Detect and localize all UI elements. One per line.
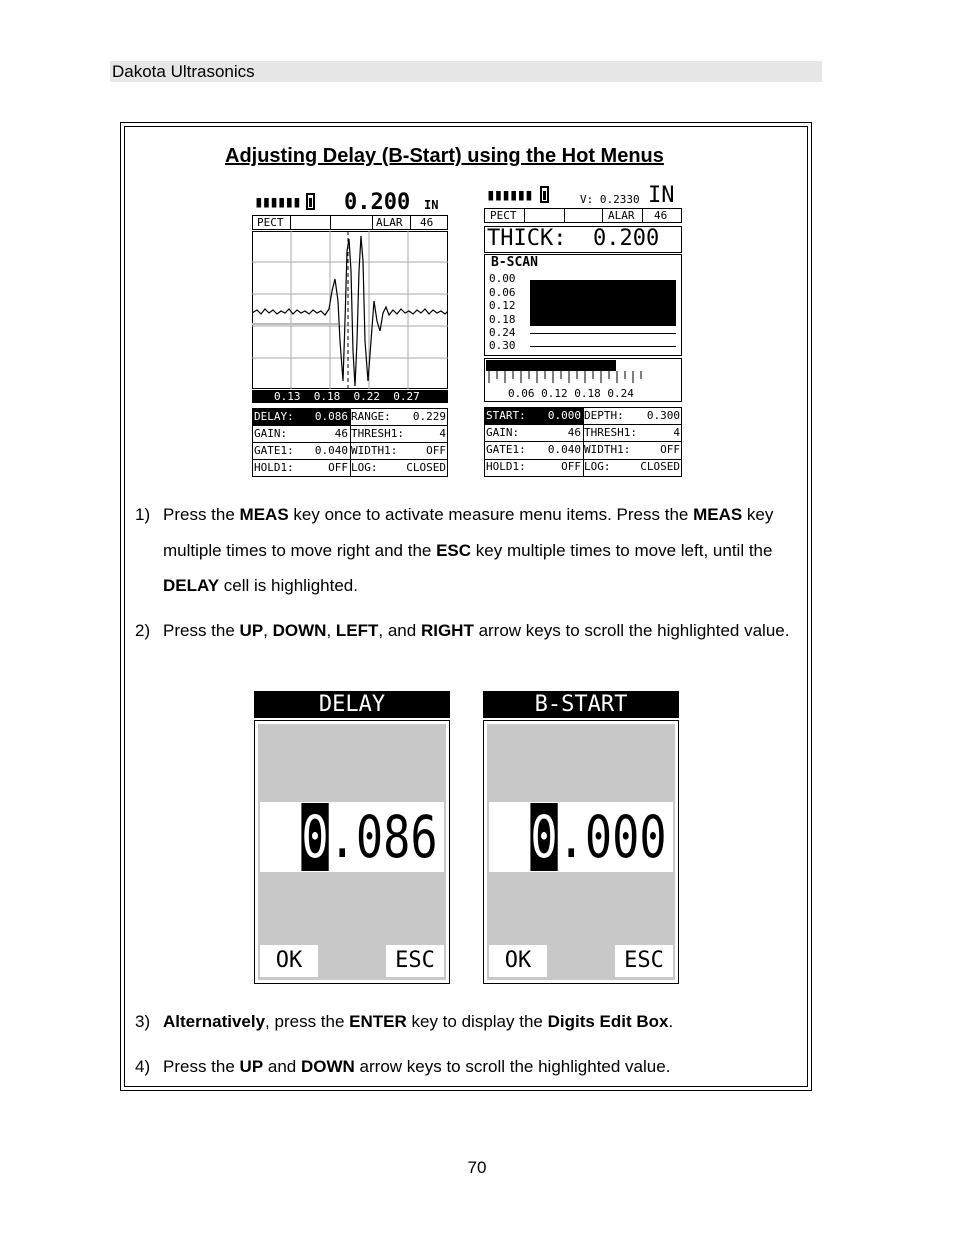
cell-thresh-value: 4 (439, 427, 446, 440)
depth-label: 0.06 (489, 286, 516, 299)
mode-label: PECT (257, 216, 284, 229)
depth-label: 0.24 (489, 326, 516, 339)
page-number: 70 (467, 1158, 487, 1177)
unit-label: IN (648, 183, 675, 208)
cell-start-label: START: (486, 409, 526, 422)
lcd-screen-waveform (252, 191, 448, 477)
battery-icon (540, 186, 549, 203)
depth-label: 0.18 (489, 313, 516, 326)
cell-log-label: LOG: (584, 460, 611, 473)
progress-fill (486, 360, 616, 371)
cell-hold-value: OFF (561, 460, 581, 473)
section-title: Adjusting Delay (B-Start) using the Hot Menus (225, 145, 664, 167)
cell-thresh-label: THRESH1: (351, 427, 404, 440)
thickness-readout: THICK: 0.200 (487, 226, 660, 251)
cell-gain-value: 46 (334, 427, 348, 440)
running-header: Dakota Ultrasonics (110, 61, 822, 82)
mode-label: PECT (490, 209, 517, 222)
cell-width-value: OFF (426, 444, 446, 457)
depth-label: 0.30 (489, 339, 516, 352)
cell-thresh-label: THRESH1: (584, 426, 637, 439)
cursor-digit[interactable]: 0 (301, 803, 330, 871)
bscan-label: B-SCAN (491, 255, 538, 270)
scale-labels: 0.06 0.12 0.18 0.24 (508, 387, 634, 400)
delay-edit-popup (254, 691, 450, 984)
cell-width-value: OFF (660, 443, 680, 456)
cell-hold-label: HOLD1: (486, 460, 526, 473)
unit-label: IN (424, 198, 439, 212)
alarm-label: ALAR (608, 209, 635, 222)
bscan-fill (530, 280, 676, 326)
cell-log-value: CLOSED (406, 461, 446, 474)
depth-label: 0.00 (489, 272, 516, 285)
alarm-label: ALAR (376, 216, 403, 229)
scale-labels: 0.13 0.18 0.22 0.27 (274, 390, 420, 403)
ok-button[interactable]: OK (489, 945, 547, 977)
thickness-reading: 0.200 (344, 190, 411, 215)
alarm-value: 46 (420, 216, 434, 229)
battery-signal-icon: ▮▮▮▮▮▮ (486, 185, 532, 204)
cell-range-value: 0.229 (412, 410, 446, 423)
ok-button[interactable]: OK (260, 945, 318, 977)
cell-log-label: LOG: (351, 461, 378, 474)
cell-range-label: RANGE: (351, 410, 391, 423)
bstart-edit-popup (483, 691, 679, 984)
cell-delay-label: DELAY: (254, 410, 294, 423)
cell-start-value: 0.000 (547, 409, 581, 422)
cell-gain-label: GAIN: (486, 426, 520, 439)
lcd-screen-bscan (484, 183, 682, 477)
cell-delay-value: 0.086 (314, 410, 348, 423)
value-display: 0.086 (260, 802, 444, 872)
cell-gate-label: GATE1: (486, 443, 526, 456)
popup-title: B-START (483, 691, 679, 718)
cell-gain-label: GAIN: (254, 427, 288, 440)
cell-log-value: CLOSED (640, 460, 680, 473)
depth-label: 0.12 (489, 299, 516, 312)
cursor-digit[interactable]: 0 (530, 803, 559, 871)
cell-hold-label: HOLD1: (254, 461, 294, 474)
battery-signal-icon: ▮▮▮▮▮▮ (254, 192, 300, 211)
cell-thresh-value: 4 (673, 426, 680, 439)
cell-depth-value: 0.300 (646, 409, 680, 422)
cell-width-label: WIDTH1: (584, 443, 631, 456)
value-display: 0.000 (489, 802, 673, 872)
cell-hold-value: OFF (328, 461, 348, 474)
cell-gate-value: 0.040 (547, 443, 581, 456)
cell-depth-label: DEPTH: (584, 409, 624, 422)
popup-title: DELAY (254, 691, 450, 718)
alarm-value: 46 (654, 209, 668, 222)
ruler-ticks (486, 371, 680, 385)
cell-gain-value: 46 (567, 426, 581, 439)
figure-frame (120, 122, 812, 1091)
cell-gate-value: 0.040 (314, 444, 348, 457)
velocity-reading: V: 0.2330 (580, 193, 640, 206)
waveform-plot (252, 231, 448, 389)
esc-button[interactable]: ESC (386, 945, 444, 977)
battery-icon (306, 193, 315, 210)
esc-button[interactable]: ESC (615, 945, 673, 977)
cell-width-label: WIDTH1: (351, 444, 398, 457)
cell-gate-label: GATE1: (254, 444, 294, 457)
